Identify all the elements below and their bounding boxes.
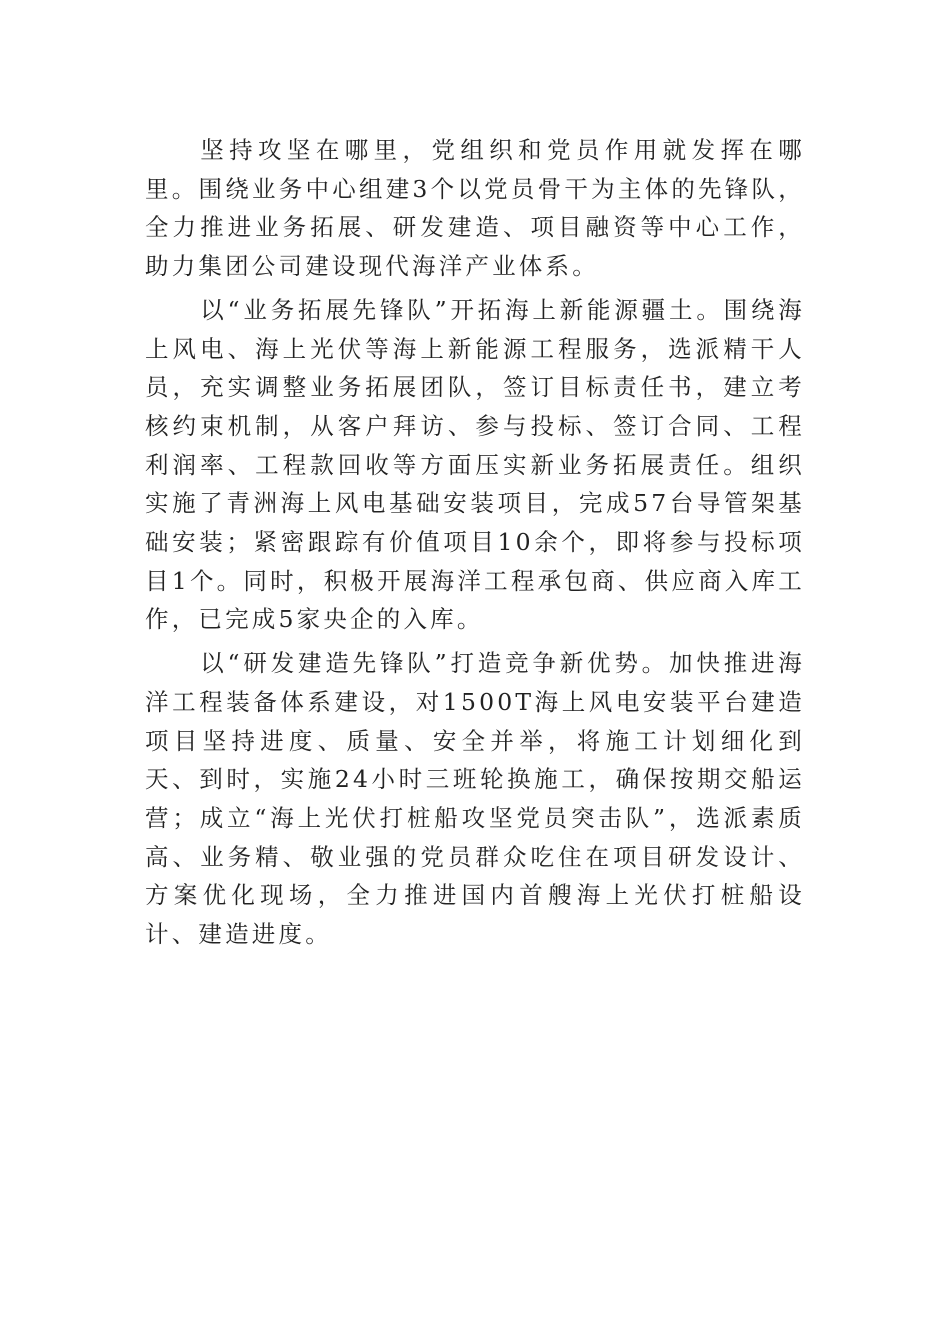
paragraph-business-expansion: 以“业务拓展先锋队”开拓海上新能源疆土。围绕海上风电、海上光伏等海上新能源工程服务，选派精干人员，充实调整业务拓展团队，签订目标责任书，建立考核约束机制，从客户拜访、参与投标、签订合同、工程利润率、工程款回收等方面压实新业务拓展责任。组织实施了青洲海上风电基础安装项目，完成57台导管架基础安装；紧密跟踪有价值项目10余个，即将参与投标项目1个。同时，积极开展海洋工程承包商、供应商入库工作，已完成5家央企的入库。	[145, 295, 805, 634]
document-body	[145, 131, 805, 954]
paragraph-rd-construction: 以“研发建造先锋队”打造竞争新优势。加快推进海洋工程装备体系建设，对1500T海上风电安装平台建造项目坚持进度、质量、安全并举，将施工计划细化到天、到时，实施24小时三班轮换施工，确保按期交船运营；成立“海上光伏打桩船攻坚党员突击队”，选派素质高、业务精、敬业强的党员群众吃住在项目研发设计、方案优化现场，全力推进国内首艘海上光伏打桩船设计、建造进度。	[145, 649, 805, 949]
paragraph-vanguard-overview: 坚持攻坚在哪里，党组织和党员作用就发挥在哪里。围绕业务中心组建3个以党员骨干为主体的先锋队，全力推进业务拓展、研发建造、项目融资等中心工作，助力集团公司建设现代海洋产业体系。	[145, 136, 805, 281]
